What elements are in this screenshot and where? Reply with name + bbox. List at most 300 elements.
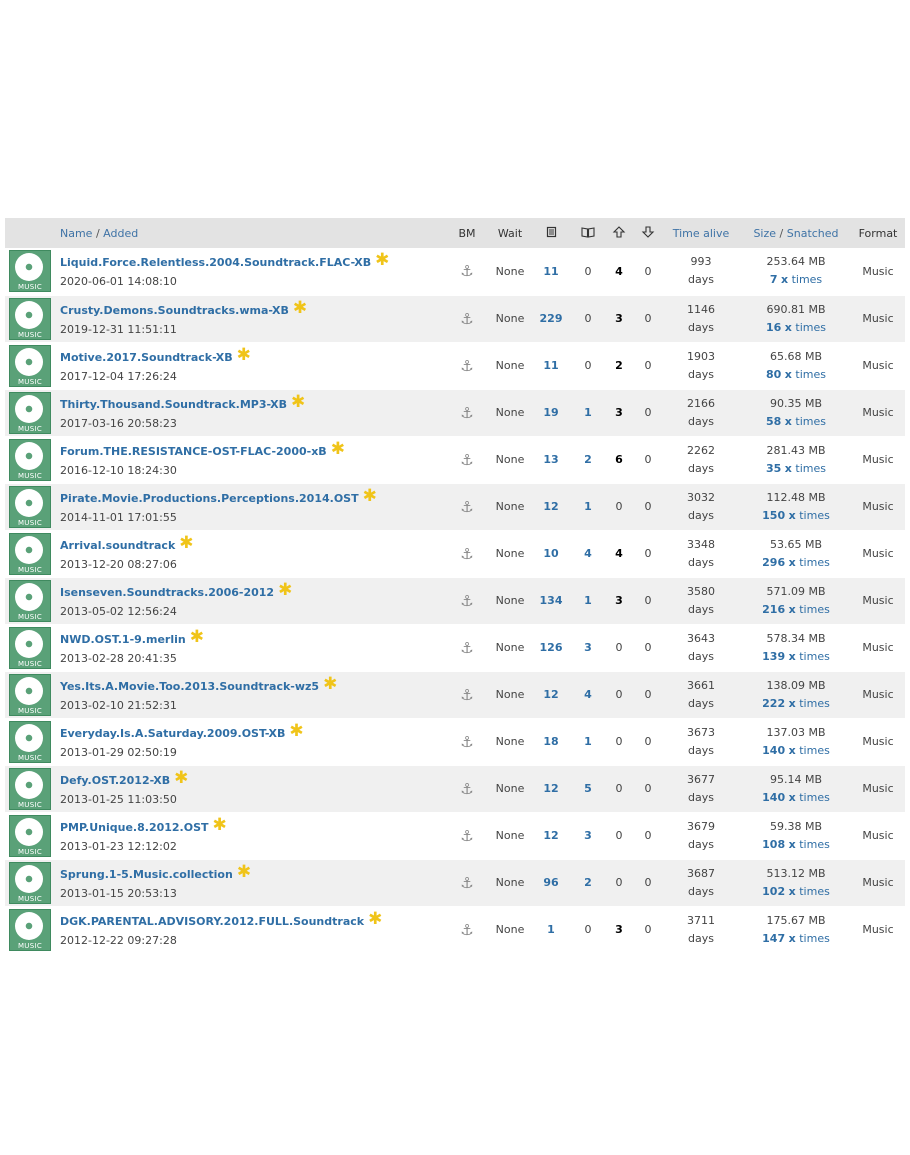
- time-alive-cell: [661, 906, 741, 953]
- torrent-name-link[interactable]: NWD.OST.1-9.merlin: [60, 632, 186, 646]
- snatched-x: x: [788, 649, 796, 663]
- wait-value: None: [495, 500, 525, 513]
- anchor-bookmark-icon[interactable]: ⚓: [460, 356, 474, 375]
- table-row: [5, 577, 905, 624]
- bookmark-cell: [443, 671, 491, 718]
- name-cell: [57, 530, 443, 577]
- wait-value: None: [495, 594, 525, 607]
- category-label: MUSIC: [17, 518, 43, 527]
- time-alive-cell: [661, 718, 741, 765]
- time-alive-value: 3677: [687, 772, 715, 786]
- category-label: MUSIC: [17, 753, 43, 762]
- size-snatched-header: Size / Snatched: [753, 226, 839, 240]
- time-alive-unit: days: [688, 461, 714, 475]
- category-label: MUSIC: [17, 894, 43, 903]
- wait-value: None: [495, 688, 525, 701]
- category-cell: [5, 483, 57, 530]
- snatched-times: times: [795, 461, 826, 475]
- name-cell: [57, 671, 443, 718]
- seeders-count: 2: [615, 359, 623, 372]
- category-cell: [5, 718, 57, 765]
- size-snatched-cell: [741, 671, 851, 718]
- category-label: MUSIC: [17, 941, 43, 950]
- files-count-link[interactable]: 96: [543, 876, 559, 889]
- name-cell: [57, 483, 443, 530]
- comments-count[interactable]: 2: [584, 453, 592, 466]
- bookmark-cell: [443, 718, 491, 765]
- files-count-link[interactable]: 12: [543, 688, 559, 701]
- anchor-bookmark-icon[interactable]: ⚓: [460, 920, 474, 939]
- format-value: Music: [862, 688, 894, 701]
- format-header: Format: [858, 226, 898, 240]
- music-category-icon[interactable]: [9, 533, 51, 575]
- format-value: Music: [862, 782, 894, 795]
- leechers-count: 0: [644, 264, 652, 278]
- snatched-count[interactable]: 222: [762, 696, 786, 710]
- anchor-bookmark-icon[interactable]: ⚓: [460, 732, 474, 751]
- size-snatched-cell: [741, 577, 851, 624]
- category-cell: [5, 812, 57, 859]
- size-value: 65.68 MB: [769, 349, 823, 363]
- seeders-count: 3: [615, 312, 623, 325]
- snatched-x: x: [788, 696, 796, 710]
- size-snatched-cell: [741, 248, 851, 295]
- size-snatched-cell: [741, 389, 851, 436]
- size-value: 690.81 MB: [766, 302, 826, 316]
- freeleech-star-icon: ✱: [291, 391, 306, 412]
- added-date: 2013-01-29 02:50:19: [60, 745, 177, 759]
- snatched-times: times: [799, 508, 830, 522]
- leechers-count: 0: [644, 594, 652, 607]
- comments-count[interactable]: 3: [584, 829, 592, 842]
- torrent-name-link[interactable]: Pirate.Movie.Productions.Perceptions.2014.OST: [60, 491, 359, 505]
- freeleech-star-icon: ✱: [236, 861, 252, 882]
- anchor-bookmark-icon[interactable]: ⚓: [460, 826, 474, 845]
- anchor-bookmark-icon[interactable]: ⚓: [460, 873, 474, 892]
- anchor-bookmark-icon[interactable]: ⚓: [460, 497, 474, 516]
- time-alive-unit: days: [688, 508, 714, 522]
- added-date: 2020-06-01 14:08:10: [60, 275, 177, 289]
- table-row: [5, 342, 905, 389]
- files-count-link[interactable]: 12: [543, 782, 559, 795]
- time-alive-unit: days: [688, 743, 714, 757]
- category-label: MUSIC: [17, 330, 43, 339]
- name-cell: [57, 436, 443, 483]
- seeders-count: 0: [615, 735, 623, 748]
- time-alive-value: 3679: [687, 819, 715, 833]
- time-alive-value: 3711: [687, 913, 715, 927]
- time-alive-unit: days: [688, 414, 714, 428]
- music-category-icon[interactable]: [9, 627, 51, 669]
- comments-count[interactable]: 0: [584, 264, 592, 278]
- size-snatched-cell: [741, 483, 851, 530]
- category-cell: [5, 436, 57, 483]
- wait-value: None: [495, 923, 525, 936]
- time-alive-cell: [661, 765, 741, 812]
- name-cell: [57, 906, 443, 953]
- leechers-count: 0: [644, 500, 652, 513]
- format-value: Music: [862, 641, 894, 654]
- comments-count[interactable]: 5: [584, 782, 592, 795]
- comments-count[interactable]: 0: [584, 923, 592, 936]
- music-category-icon[interactable]: [9, 392, 51, 434]
- comments-count[interactable]: 4: [584, 547, 592, 560]
- table-row: [5, 248, 905, 295]
- snatched-count[interactable]: 7: [769, 273, 778, 287]
- wait-value: None: [495, 406, 525, 419]
- table-row: [5, 436, 905, 483]
- category-cell: [5, 248, 57, 295]
- comments-count[interactable]: 1: [584, 735, 592, 748]
- snatched-count[interactable]: 147: [762, 931, 786, 945]
- seeders-arrow-up-icon[interactable]: [613, 226, 625, 238]
- seeders-count: 0: [615, 688, 623, 701]
- torrent-name-link[interactable]: Sprung.1-5.Music.collection: [60, 867, 233, 881]
- torrent-name-link[interactable]: Yes.Its.A.Movie.Too.2013.Soundtrack-wz5: [60, 679, 320, 693]
- time-alive-value: 3348: [687, 537, 715, 551]
- comments-count[interactable]: 0: [584, 359, 592, 372]
- time-alive-unit: days: [688, 649, 714, 663]
- anchor-bookmark-icon[interactable]: ⚓: [460, 685, 474, 704]
- snatched-count[interactable]: 296: [762, 555, 786, 569]
- bookmark-cell: [443, 530, 491, 577]
- snatched-times: times: [799, 790, 830, 804]
- bookmark-cell: [443, 295, 491, 342]
- music-category-icon[interactable]: [9, 768, 51, 810]
- music-category-icon[interactable]: [9, 815, 51, 857]
- torrent-name-link[interactable]: Isenseven.Soundtracks.2006-2012: [60, 585, 275, 599]
- sort-added-link[interactable]: Added: [103, 226, 139, 240]
- seeders-count: 6: [615, 453, 623, 466]
- format-value: Music: [862, 406, 894, 419]
- freeleech-star-icon: ✱: [289, 720, 304, 741]
- name-cell: [57, 389, 443, 436]
- size-snatched-cell: [741, 436, 851, 483]
- bookmark-cell: [443, 812, 491, 859]
- added-date: 2013-12-20 08:27:06: [60, 557, 177, 571]
- format-value: Music: [862, 829, 894, 842]
- category-cell: [5, 906, 57, 953]
- leechers-arrow-down-icon[interactable]: [642, 226, 654, 238]
- name-cell: [57, 624, 443, 671]
- torrent-name-link[interactable]: Defy.OST.2012-XB: [60, 773, 171, 787]
- name-cell: [57, 295, 443, 342]
- category-cell: [5, 859, 57, 906]
- snatched-count[interactable]: 16: [765, 320, 782, 334]
- comments-count[interactable]: 0: [584, 312, 592, 325]
- torrent-name-link[interactable]: Crusty.Demons.Soundtracks.wma-XB: [60, 303, 289, 317]
- time-alive-unit: days: [688, 273, 714, 287]
- anchor-bookmark-icon[interactable]: ⚓: [460, 544, 474, 563]
- table-row: [5, 812, 905, 859]
- anchor-bookmark-icon[interactable]: ⚓: [460, 450, 474, 469]
- snatched-count[interactable]: 102: [762, 884, 786, 898]
- time-alive-cell: [661, 436, 741, 483]
- size-value: 175.67 MB: [766, 913, 826, 927]
- files-count-link[interactable]: 12: [543, 829, 559, 842]
- bookmark-cell: [443, 389, 491, 436]
- seeders-count: 3: [615, 406, 623, 419]
- time-alive-value: 3032: [687, 490, 715, 504]
- table-row: [5, 859, 905, 906]
- wait-value: None: [495, 829, 525, 842]
- snatched-times: times: [799, 649, 830, 663]
- freeleech-star-icon: ✱: [189, 626, 204, 647]
- freeleech-star-icon: ✱: [323, 673, 338, 694]
- name-added-header: Name / Added: [60, 226, 139, 240]
- comments-count[interactable]: 1: [584, 594, 592, 607]
- table-row: [5, 765, 905, 812]
- size-snatched-cell: [741, 765, 851, 812]
- added-date: 2013-02-10 21:52:31: [60, 698, 177, 712]
- files-header[interactable]: [529, 218, 573, 248]
- bookmark-cell: [443, 436, 491, 483]
- bookmark-cell: [443, 577, 491, 624]
- snatched-count[interactable]: 140: [762, 743, 786, 757]
- wait-value: None: [495, 359, 525, 372]
- size-value: 137.03 MB: [766, 725, 826, 739]
- time-alive-value: 2166: [687, 396, 715, 410]
- leechers-count: 0: [644, 641, 652, 654]
- time-alive-value: 3687: [687, 866, 715, 880]
- files-count-link[interactable]: 11: [543, 264, 559, 278]
- time-alive-unit: days: [688, 837, 714, 851]
- leechers-header[interactable]: [635, 218, 661, 248]
- leechers-count: 0: [644, 453, 652, 466]
- music-category-icon[interactable]: [9, 909, 51, 951]
- files-count-link[interactable]: 11: [543, 359, 559, 372]
- torrent-name-link[interactable]: Thirty.Thousand.Soundtrack.MP3-XB: [60, 397, 288, 411]
- wait-value: None: [495, 735, 525, 748]
- seeders-count: 0: [615, 500, 623, 513]
- leechers-count: 0: [644, 735, 652, 748]
- comments-header[interactable]: [573, 218, 603, 248]
- snatched-x: x: [784, 461, 792, 475]
- added-date: 2014-11-01 17:01:55: [60, 510, 177, 524]
- freeleech-star-icon: ✱: [179, 532, 194, 553]
- table-header: [5, 218, 905, 248]
- anchor-bookmark-icon[interactable]: ⚓: [460, 262, 474, 281]
- snatched-times: times: [795, 320, 826, 334]
- music-category-icon[interactable]: [9, 862, 51, 904]
- time-alive-cell: [661, 342, 741, 389]
- added-date: 2013-01-25 11:03:50: [60, 792, 177, 806]
- table-row: [5, 671, 905, 718]
- files-count-link[interactable]: 13: [543, 453, 559, 466]
- music-category-icon[interactable]: [9, 250, 51, 292]
- torrent-name-link[interactable]: Motive.2017.Soundtrack-XB: [60, 350, 233, 364]
- seeders-count: 3: [615, 923, 623, 936]
- category-cell: [5, 342, 57, 389]
- bookmark-cell: [443, 624, 491, 671]
- music-category-icon[interactable]: [9, 439, 51, 481]
- bookmark-cell: [443, 248, 491, 295]
- files-count-link[interactable]: 19: [543, 406, 559, 419]
- torrent-name-link[interactable]: Arrival.soundtrack: [60, 538, 176, 552]
- seeders-count: 0: [615, 641, 623, 654]
- table-row: [5, 295, 905, 342]
- snatched-times: times: [799, 743, 830, 757]
- music-category-icon[interactable]: [9, 580, 51, 622]
- wait-value: None: [495, 876, 525, 889]
- size-snatched-cell: [741, 530, 851, 577]
- anchor-bookmark-icon[interactable]: ⚓: [460, 403, 474, 422]
- wait-value: None: [495, 453, 525, 466]
- snatched-count[interactable]: 58: [765, 414, 782, 428]
- time-alive-value: 993: [690, 255, 712, 269]
- name-cell: [57, 765, 443, 812]
- category-label: MUSIC: [17, 424, 43, 433]
- comments-icon[interactable]: [581, 226, 595, 238]
- snatched-count[interactable]: 35: [765, 461, 782, 475]
- freeleech-star-icon: ✱: [278, 579, 293, 600]
- wait-value: None: [495, 547, 525, 560]
- torrent-name-link[interactable]: Liquid.Force.Relentless.2004.Soundtrack.FLAC-XB: [60, 256, 372, 270]
- snatched-times: times: [799, 696, 830, 710]
- time-alive-value: 3673: [687, 725, 715, 739]
- time-alive-unit: days: [688, 931, 714, 945]
- time-alive-cell: [661, 389, 741, 436]
- torrent-name-link[interactable]: DGK.PARENTAL.ADVISORY.2012.FULL.Soundtrack: [60, 914, 365, 928]
- anchor-bookmark-icon[interactable]: ⚓: [460, 779, 474, 798]
- name-cell: [57, 812, 443, 859]
- table-row: [5, 624, 905, 671]
- comments-count[interactable]: 1: [584, 500, 592, 513]
- snatched-times: times: [799, 884, 830, 898]
- leechers-count: 0: [644, 312, 652, 325]
- music-category-icon[interactable]: [9, 674, 51, 716]
- music-category-icon[interactable]: [9, 345, 51, 387]
- sort-size-link[interactable]: Size: [753, 226, 777, 240]
- time-alive-value: 1903: [687, 349, 715, 363]
- sort-name-link[interactable]: Name: [60, 226, 93, 240]
- bm-header: BM: [458, 226, 476, 240]
- format-value: Music: [862, 594, 894, 607]
- time-alive-unit: days: [688, 790, 714, 804]
- category-label: MUSIC: [17, 565, 43, 574]
- time-alive-value: 2262: [687, 443, 715, 457]
- anchor-bookmark-icon[interactable]: ⚓: [460, 591, 474, 610]
- snatched-times: times: [799, 602, 830, 616]
- category-cell: [5, 765, 57, 812]
- files-count-link[interactable]: 18: [543, 735, 559, 748]
- category-cell: [5, 295, 57, 342]
- size-value: 571.09 MB: [766, 584, 826, 598]
- time-alive-value: 3643: [687, 631, 715, 645]
- category-cell: [5, 624, 57, 671]
- music-category-icon[interactable]: [9, 298, 51, 340]
- time-alive-unit: days: [688, 884, 714, 898]
- anchor-bookmark-icon[interactable]: ⚓: [460, 638, 474, 657]
- time-alive-cell: [661, 295, 741, 342]
- time-alive-unit: days: [688, 367, 714, 381]
- leechers-count: 0: [644, 876, 652, 889]
- snatched-x: x: [788, 555, 796, 569]
- category-label: MUSIC: [17, 612, 43, 621]
- added-date: 2012-12-22 09:27:28: [60, 933, 177, 947]
- seeders-count: 4: [615, 547, 623, 560]
- snatched-count[interactable]: 216: [762, 602, 786, 616]
- table-row: [5, 389, 905, 436]
- sort-snatched-link[interactable]: Snatched: [786, 226, 839, 240]
- size-value: 53.65 MB: [769, 537, 823, 551]
- size-value: 253.64 MB: [766, 255, 826, 269]
- files-count-link[interactable]: 126: [539, 641, 563, 654]
- category-label: MUSIC: [17, 847, 43, 856]
- freeleech-star-icon: ✱: [330, 438, 345, 459]
- snatched-x: x: [788, 931, 796, 945]
- files-count-link[interactable]: 134: [539, 594, 563, 607]
- size-snatched-cell: [741, 624, 851, 671]
- freeleech-star-icon: ✱: [212, 814, 227, 835]
- time-alive-unit: days: [688, 555, 714, 569]
- category-header: [5, 218, 57, 248]
- snatched-count[interactable]: 140: [762, 790, 786, 804]
- comments-count[interactable]: 1: [584, 406, 592, 419]
- size-value: 112.48 MB: [766, 490, 826, 504]
- size-snatched-cell: [741, 812, 851, 859]
- music-category-icon[interactable]: [9, 721, 51, 763]
- snatched-count[interactable]: 80: [765, 367, 782, 381]
- snatched-count[interactable]: 108: [762, 837, 786, 851]
- category-label: MUSIC: [17, 659, 43, 668]
- torrent-name-link[interactable]: Everyday.Is.A.Saturday.2009.OST-XB: [60, 726, 286, 740]
- size-value: 90.35 MB: [769, 396, 823, 410]
- name-cell: [57, 342, 443, 389]
- size-snatched-cell: [741, 859, 851, 906]
- seeders-header[interactable]: [603, 218, 635, 248]
- files-count-link[interactable]: 1: [547, 923, 555, 936]
- snatched-x: x: [784, 414, 792, 428]
- size-snatched-cell: [741, 295, 851, 342]
- bookmark-cell: [443, 342, 491, 389]
- bookmark-cell: [443, 765, 491, 812]
- torrent-name-link[interactable]: PMP.Unique.8.2012.OST: [60, 820, 209, 834]
- files-count-link[interactable]: 229: [539, 312, 563, 325]
- table-row: [5, 530, 905, 577]
- snatched-times: times: [795, 414, 826, 428]
- seeders-count: 0: [615, 876, 623, 889]
- leechers-count: 0: [644, 782, 652, 795]
- snatched-count[interactable]: 150: [762, 508, 786, 522]
- leechers-count: 0: [644, 688, 652, 701]
- files-count-link[interactable]: 12: [543, 500, 559, 513]
- music-category-icon[interactable]: [9, 486, 51, 528]
- freeleech-star-icon: ✱: [368, 908, 383, 929]
- snatched-count[interactable]: 139: [762, 649, 786, 663]
- torrent-name-link[interactable]: Forum.THE.RESISTANCE-OST-FLAC-2000-xB: [60, 444, 327, 458]
- time-alive-value: 3661: [687, 678, 715, 692]
- format-value: Music: [862, 359, 894, 372]
- format-value: Music: [862, 264, 894, 278]
- files-icon[interactable]: [546, 226, 557, 238]
- format-value: Music: [862, 547, 894, 560]
- snatched-times: times: [799, 555, 830, 569]
- snatched-x: x: [780, 273, 789, 287]
- table-row: [5, 718, 905, 765]
- anchor-bookmark-icon[interactable]: ⚓: [460, 309, 474, 328]
- comments-count[interactable]: 2: [584, 876, 592, 889]
- comments-count[interactable]: 3: [584, 641, 592, 654]
- category-cell: [5, 671, 57, 718]
- freeleech-star-icon: ✱: [292, 297, 308, 318]
- sort-time-alive-link[interactable]: Time alive: [672, 226, 730, 240]
- comments-count[interactable]: 4: [584, 688, 592, 701]
- files-count-link[interactable]: 10: [543, 547, 559, 560]
- size-value: 578.34 MB: [766, 631, 826, 645]
- freeleech-star-icon: ✱: [362, 485, 377, 506]
- wait-value: None: [495, 312, 525, 325]
